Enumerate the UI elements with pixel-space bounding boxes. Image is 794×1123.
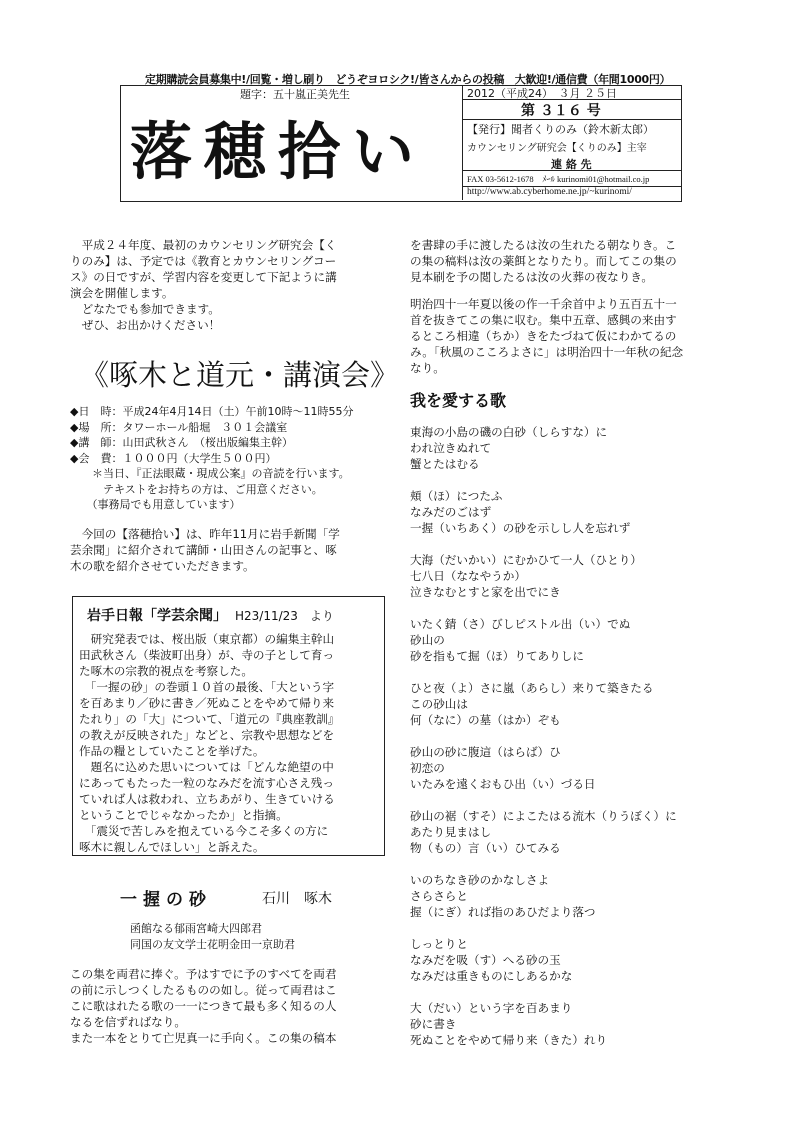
issue-info-box: [462, 85, 681, 200]
tanka: 大海（だいかい）にむかひて一人（ひとり） 七八日（ななやうか） 泣きなむとすと家を出でにき: [410, 553, 642, 599]
event-fee: ◆会 費：１０００円（大学生５００円）: [70, 451, 277, 465]
issue-number: 第 ３１６ 号: [521, 103, 601, 119]
poem-title: 一握の砂: [120, 890, 212, 910]
poem-preface: この集を両君に捧ぐ。予はすでに予のすべてを両君 の前に示しつくしたるものの如し。従って両君はこ こに歌はれたる歌の一一につきて最も多く知るの人 なるを信ずればなり。 また一本をとりて亡児真一に手向く。この集の稿本: [70, 967, 337, 1045]
newspaper-article-box: [72, 596, 385, 856]
calligraphy-credit: 題字：五十嵐正美先生: [240, 88, 350, 101]
event-note: （事務局でも用意しています）: [70, 498, 241, 511]
tanka: 頬（ほ）につたふ なみだのごはず 一握（いちあく）の砂を示しし人を忘れず: [410, 489, 631, 535]
poem-preface-continued: を書肆の手に渡したるは汝の生れたる朝なりき。こ の集の稿料は汝の薬餌となりたり。而してこの集の 見本刷を予の閲したるは汝の火葬の夜なりき。: [410, 238, 677, 284]
event-date: ◆日 時：平成24年4月14日（土）午前10時～11時55分: [70, 405, 354, 418]
subscription-banner: 定期購読会員募集中!/回覧・増し刷り どうぞヨロシク!/皆さんからの投稿 大歓迎!/通信費（年間1000円）: [145, 73, 671, 86]
poem-collection-note: 明治四十一年夏以後の作一千余首中より五百五十一 首を抜きてこの集に収む。集中五章、感興の来由す るところ相違（ちか）きをたづねて仮にわかてるの み。「秋風のこころよさに」は明治四十一年秋の紀念 なり。: [410, 297, 684, 375]
publisher: 【発行】聞者くりのみ（鈴木新太郎）: [467, 123, 654, 136]
website-url[interactable]: http://www.ab.cyberhome.ne.jp/~kurinomi/: [467, 187, 632, 197]
event-details: [70, 404, 353, 513]
tanka: いたく錆（さ）びしピストル出（い）でぬ 砂山の 砂を指もて掘（ほ）りてありしに: [410, 617, 631, 663]
tanka: 東海の小島の磯の白砂（しらすな）に われ泣きぬれて 蟹とたはむる: [410, 425, 608, 471]
poem-author: 石川 啄木: [262, 891, 332, 907]
tanka: 砂山の砂に腹這（はらば）ひ 初恋の いたみを遠くおもひ出（い）づる日: [410, 745, 596, 791]
intro2-paragraph: 今回の【落穂拾い】は、昨年11月に岩手新聞「学 芸余聞」に紹介されて講師・山田さんの記事と、啄 木の歌を紹介させていただきます。: [70, 527, 340, 573]
tanka: 砂山の裾（すそ）によこたはる流木（りうぼく）に あたり見まはし 物（もの）言（い）ひてみる: [410, 809, 677, 855]
event-note: ＊当日、『正法眼蔵・現成公案』の音読を行います。: [70, 467, 350, 480]
event-place: ◆場 所：タワーホール船堀 ３０１会議室: [70, 420, 288, 434]
tanka-list: [410, 424, 677, 1048]
article-body: 研究発表では、桜出版（東京都）の編集主幹山 田武秋さん（柴波町出身）が、寺の子として育っ た啄木の宗教的視点を考察した。 「一握の砂」の巻頭１０首の最後、「大という字 を百あまり／砂に書き／死ぬことをやめて帰り来 たれり」の「大」について、「道元の『典座教訓』 の教えが反映された」などと、宗教や思想などを 作品の糧としていたことを挙げた。 題名に込めた思いについては「どんな絶望の中 にあってもたった一粒のなみだを流す心さえ残っ ていれば人は救われ、立ちあがり、生きていける ということでじゃなかったか」と指摘。 「震災で苦しみを抱えている今こそ多くの方に 啄木に親しんでほしい」と訴えた。: [79, 632, 340, 854]
event-speaker: ◆講 師：山田武秋さん （桜出版編集主幹）: [70, 436, 293, 449]
poem-dedication: 函館なる郁雨宮崎大四郎君 同国の友文学士花明金田一京助君: [130, 922, 295, 951]
intro-paragraph: 平成２４年度、最初のカウンセリング研究会【く りのみ】は、予定では《教育とカウンセリングコー ス》の日ですが、学習内容を変更して下記ように講 演会を開催します。 どなたでも参加できます。 ぜひ、お出かけください！: [70, 238, 337, 332]
event-headline: 《啄木と道元・講演会》: [80, 360, 400, 392]
tanka: ひと夜（よ）さに嵐（あらし）来りて築きたる この砂山は 何（なに）の墓（はか）ぞも: [410, 681, 654, 727]
contact-fax-mail: FAX 03-5612-1678 ﾒｰﾙ kurinomi01@hotmail.co.jp: [467, 174, 650, 184]
tanka: 大（だい）という字を百あまり 砂に書き 死ぬことをやめて帰り来（きた）れり: [410, 1001, 608, 1047]
section-title: 我を愛する歌: [410, 391, 507, 410]
article-title: 岩手日報「学芸余聞」 H23/11/23 より: [87, 608, 334, 624]
contact-label: 連 絡 先: [551, 158, 592, 171]
issue-date: 2012（平成24） ３月 ２５日: [467, 87, 617, 100]
event-note: テキストをお持ちの方は、ご用意ください。: [70, 482, 323, 496]
tanka: しっとりと なみだを吸（す）へる砂の玉 なみだは重きものにしあるかな: [410, 937, 573, 983]
organization: カウンセリング研究会【くりのみ】主宰: [467, 143, 647, 154]
newsletter-logo: 落穂拾い: [130, 115, 427, 188]
tanka: いのちなき砂のかなしさよ さらさらと 握（にぎ）れば指のあひだより落つ: [410, 873, 596, 919]
